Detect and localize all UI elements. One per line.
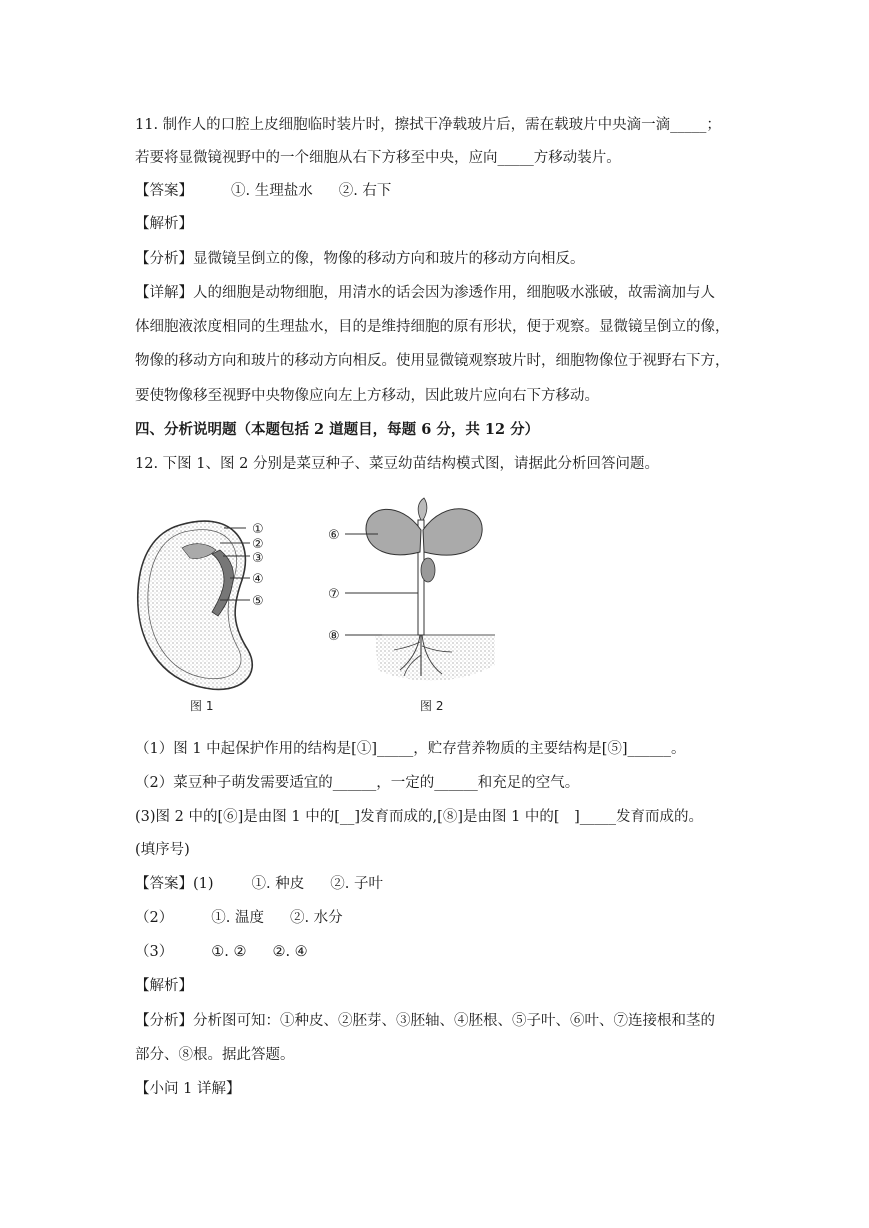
q11-detail-3: 物像的移动方向和玻片的移动方向相反。使用显微镜观察玻片时，细胞物像位于视野右下方， [135, 353, 730, 369]
answer-item: ①. ② [211, 944, 247, 960]
answer-item: ①. 温度 [211, 910, 264, 926]
answer-item: ①. 生理盐水 [231, 183, 313, 199]
answer-item: ②. 右下 [338, 183, 392, 199]
fig2-caption: 图 2 [420, 699, 444, 713]
fig2-label: ⑦ [328, 587, 340, 602]
q11-line-1: 11. 制作人的口腔上皮细胞临时装片时，擦拭干净载玻片后，需在载玻片中央滴一滴_____； [135, 117, 721, 133]
q12-figure [120, 490, 540, 720]
answer-number: （2） [135, 910, 174, 926]
q12-answer-3 [135, 942, 308, 962]
q11-detail-4: 要使物像移至视野中央物像应向左上方移动，因此玻片应向右下方移动。 [135, 388, 599, 404]
q11-answer [135, 181, 391, 201]
answer-item: ②. 水分 [289, 910, 343, 926]
q12-sub-2: （2）菜豆种子萌发需要适宜的______，一定的______和充足的空气。 [135, 775, 580, 791]
q11-detail-1: 【详解】人的细胞是动物细胞，用清水的话会因为渗透作用，细胞吸水涨破，故需滴加与人 [135, 285, 715, 301]
q12-xiaowen-1: 【小问 1 详解】 [135, 1081, 241, 1097]
fig1-label: ⑤ [252, 594, 264, 609]
q12-answer-1 [135, 874, 383, 894]
fig1-caption: 图 1 [190, 699, 214, 713]
q12-sub-3: (3)图 2 中的[⑥]是由图 1 中的[__]发育而成的,[⑧]是由图 1 中的[ ]_____发育而成的。 [135, 809, 703, 825]
fig2-label: ⑧ [328, 629, 340, 644]
q11-line-2: 若要将显微镜视野中的一个细胞从右下方移至中央，应向_____方移动装片。 [135, 150, 621, 166]
fig1-label: ① [252, 522, 264, 537]
bean-seed-diagram [138, 521, 264, 713]
q12-fenxi-2: 部分、⑧根。据此答题。 [135, 1047, 295, 1063]
q11-analysis-label: 【解析】 [135, 216, 193, 232]
answer-item: ①. 种皮 [251, 876, 305, 892]
q11-fenxi: 【分析】显微镜呈倒立的像，物像的移动方向和玻片的移动方向相反。 [135, 251, 585, 267]
fig1-label: ③ [252, 551, 264, 566]
q12-sub-1: （1）图 1 中起保护作用的结构是[①]_____，贮存营养物质的主要结构是[⑤]______。 [135, 741, 686, 757]
q11-detail-2: 体细胞液浓度相同的生理盐水，目的是维持细胞的原有形状，便于观察。显微镜呈倒立的像， [135, 319, 730, 335]
answer-label: 【答案】 [135, 876, 193, 892]
q12-fenxi-1: 【分析】分析图可知：①种皮、②胚芽、③胚轴、④胚根、⑤子叶、⑥叶、⑦连接根和茎的 [135, 1013, 715, 1029]
answer-item: ②. ④ [272, 944, 308, 960]
q12-answer-2 [135, 908, 343, 928]
answer-number: (1) [193, 876, 214, 892]
answer-label: 【答案】 [135, 183, 193, 199]
fig1-label: ② [252, 537, 264, 552]
q12-sub-3-note: (填序号) [135, 842, 190, 858]
section-title: 四、分析说明题（本题包括 2 道题目，每题 6 分，共 12 分） [135, 421, 540, 438]
fig1-label: ④ [252, 572, 264, 587]
answer-item: ②. 子叶 [330, 876, 383, 892]
fig2-label: ⑥ [328, 528, 340, 543]
q12-analysis-label: 【解析】 [135, 978, 193, 994]
answer-number: （3） [135, 944, 174, 960]
q12-intro: 12. 下图 1、图 2 分别是菜豆种子、菜豆幼苗结构模式图，请据此分析回答问题。 [135, 456, 659, 472]
bean-seedling-diagram [328, 498, 495, 713]
